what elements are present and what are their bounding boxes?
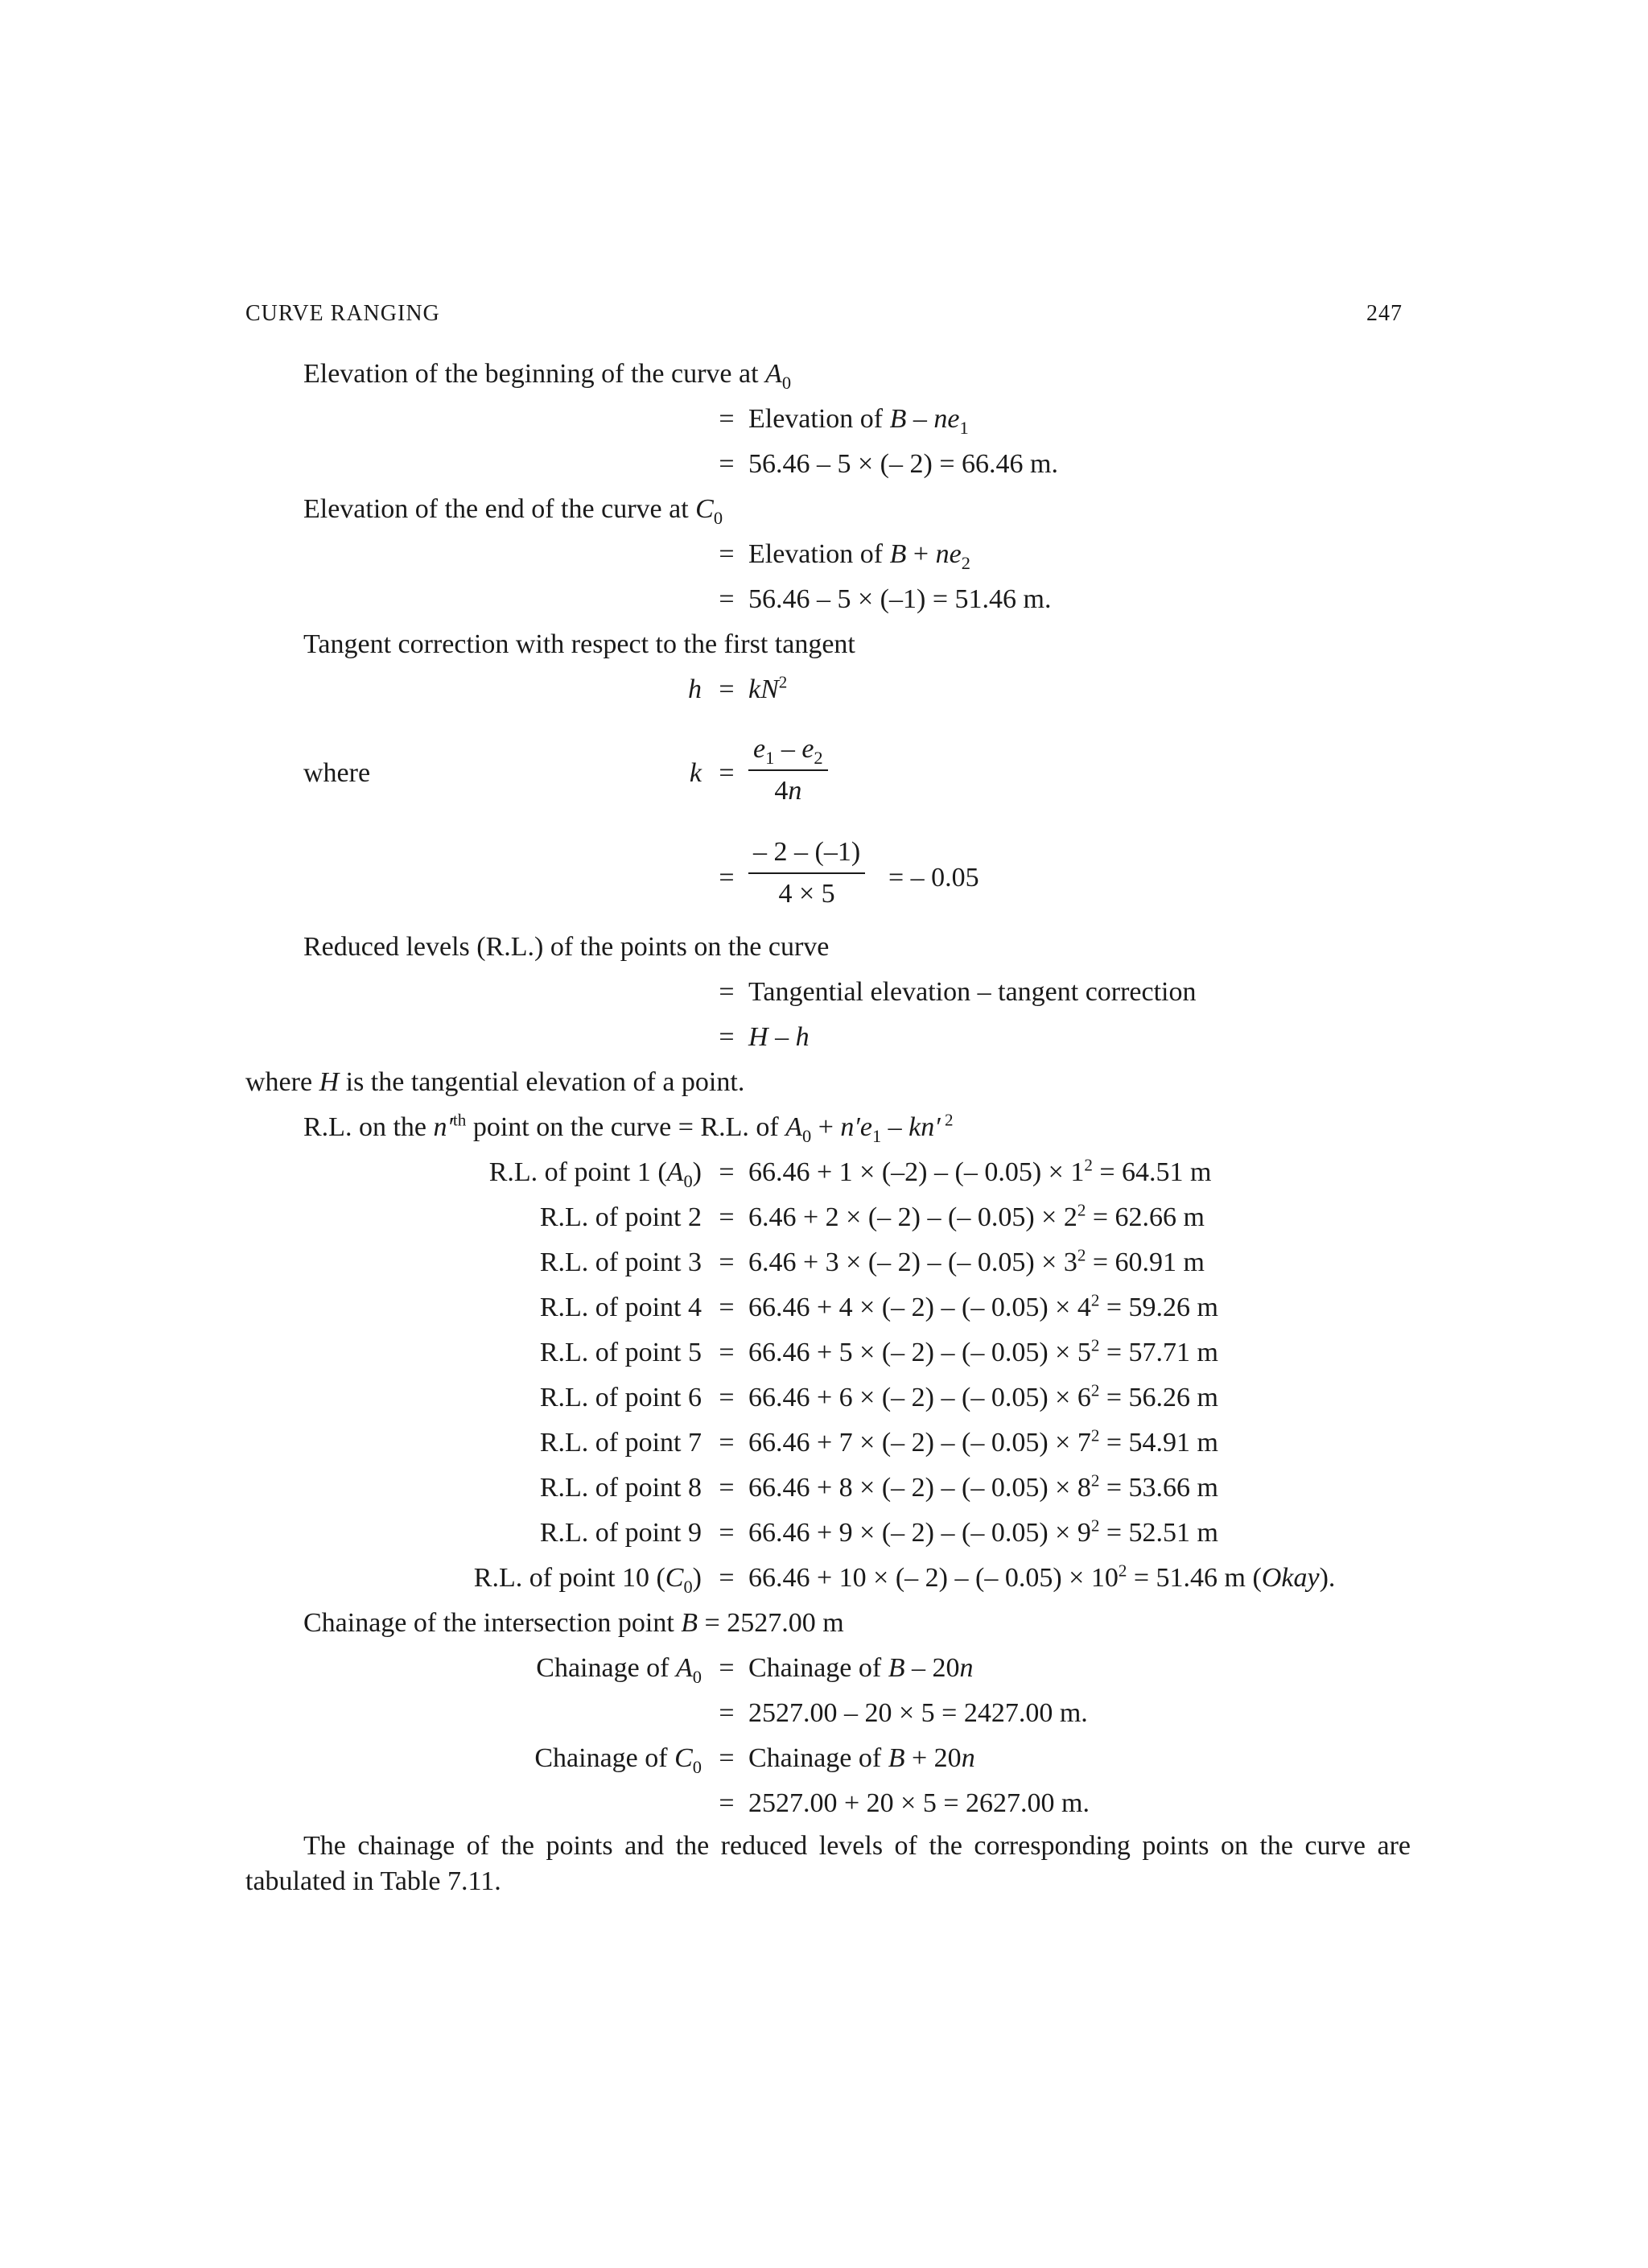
reduced-levels-intro: Reduced levels (R.L.) of the points on the curve <box>303 932 830 962</box>
equals-sign: = <box>719 1473 735 1503</box>
equals-sign: = <box>719 1338 735 1367</box>
equals-sign: = <box>719 539 735 569</box>
rl-point-label: R.L. of point 1 $(A_0)$ <box>488 1157 702 1191</box>
rl-point-label: R.L. of point 3 <box>539 1247 702 1277</box>
equals-sign: = <box>719 584 735 614</box>
where-label: where <box>303 758 371 788</box>
h-formula: $kN^2$ <box>748 672 788 704</box>
rl-point-label: R.L. of point 10 $(C_0)$ <box>473 1563 702 1597</box>
tangent-correction-intro: Tangent correction with respect to the first tangent <box>303 629 855 659</box>
general-rl-formula: R.L. on the $n'^{th}$ point on the curve = R.L. of $A_0 + n'e_1 - kn'$ $^2$ <box>303 1110 954 1146</box>
rl-point-label: R.L. of point 4 <box>539 1293 702 1322</box>
elevation-c0-intro: Elevation of the end of the curve at $C_0$ <box>303 494 723 528</box>
elevation-a0-step1: Elevation of B – $ne_1$ <box>748 404 969 438</box>
k-symbol: k <box>689 758 702 788</box>
reduced-levels-step1: Tangential elevation – tangent correction <box>748 977 1197 1007</box>
equals-sign: = <box>719 1202 735 1232</box>
rl-point-label: R.L. of point 6 <box>539 1383 702 1412</box>
equals-sign: = <box>719 1698 735 1728</box>
rl-point-expression: 6.46 + 3 × (– 2) – (– $0.05) \times 3^2 = 60.91$ m <box>748 1245 1205 1277</box>
equals-sign: = <box>719 1788 735 1818</box>
rl-point-expression: 66.46 + 6 × (– 2) – (– $0.05) \times 6^2 = 56.26$ m <box>748 1380 1218 1412</box>
equals-sign: = <box>719 1247 735 1277</box>
rl-point-label: R.L. of point 2 <box>539 1202 702 1232</box>
reduced-levels-step2: H – h <box>748 1022 810 1052</box>
equals-sign: = <box>719 404 735 434</box>
running-head-title: CURVE RANGING <box>245 301 440 326</box>
chainage-a0-step1: Chainage of B – 20n <box>748 1653 974 1683</box>
equals-sign: = <box>719 1518 735 1548</box>
rl-point-expression: 66.46 + 4 × (– 2) – (– $0.05) \times 4^2 = 59.26$ m <box>748 1290 1218 1322</box>
closing-paragraph: The chainage of the points and the reduced levels of the corresponding points on the curve are tabulated in Table 7.11. <box>245 1831 1411 1896</box>
rl-point-expression: 66.46 + 8 × (– 2) – (– $0.05) \times 8^2 = 53.66$ m <box>748 1470 1218 1503</box>
equals-sign: = <box>719 1383 735 1412</box>
elevation-c0-step2: 56.46 – 5 × (–1) = 51.46 m. <box>748 584 1052 614</box>
equals-sign: = <box>719 1653 735 1683</box>
rl-point-expression: 6.46 + 2 × (– 2) – (– $0.05) \times 2^2 = 62.66$ m <box>748 1200 1205 1232</box>
elevation-c0-step1: Elevation of $B + ne_2$ <box>748 539 970 573</box>
k-fraction <box>748 734 828 806</box>
rl-point-expression: 66.46 + 1 × (–2) – (– $0.05) \times 1^2 = 64.51$ m <box>748 1155 1212 1187</box>
chainage-a0-label: Chainage of $A_0$ <box>536 1653 702 1687</box>
equals-sign: = <box>719 977 735 1007</box>
equals-sign: = <box>719 863 735 893</box>
equals-sign: = <box>719 1157 735 1187</box>
equals-sign: = <box>719 1293 735 1322</box>
chainage-c0-step2: 2527.00 + 20 × 5 = 2627.00 m. <box>748 1788 1090 1818</box>
chainage-intersection: Chainage of the intersection point B = 2527.00 m <box>303 1608 844 1638</box>
equals-sign: = <box>719 1428 735 1458</box>
chainage-c0-step1: Chainage of B + 20n <box>748 1743 975 1773</box>
rl-point-expression: 66.46 + 5 × (– 2) – (– $0.05) \times 5^2 = 57.71$ m <box>748 1335 1218 1367</box>
rl-point-expression: 66.46 + 7 × (– 2) – (– $0.05) \times 7^2 = 54.91$ m <box>748 1425 1218 1458</box>
rl-point-label: R.L. of point 8 <box>539 1473 702 1503</box>
h-symbol: h <box>688 674 702 704</box>
equals-sign: = <box>719 674 735 704</box>
k-numerator: $e_1 - e_2$ <box>753 734 823 768</box>
k-value-fraction <box>748 837 865 909</box>
page-number: 247 <box>1366 301 1403 326</box>
rl-point-expression: 66.46 + 10 × (– 2) – (– $0.05) \times 10^2 = 51.46$ m (Okay). <box>748 1561 1336 1593</box>
rl-point-label: R.L. of point 5 <box>539 1338 702 1367</box>
k-value-numerator: – 2 – (–1) <box>753 837 861 867</box>
k-denominator: 4n <box>748 769 828 806</box>
k-value-denominator: 4 × 5 <box>748 872 865 909</box>
equals-sign: = <box>719 1743 735 1773</box>
k-value-result: = – 0.05 <box>888 863 979 893</box>
equals-sign: = <box>719 1022 735 1052</box>
chainage-a0-step2: 2527.00 – 20 × 5 = 2427.00 m. <box>748 1698 1088 1728</box>
equals-sign: = <box>719 758 735 788</box>
where-h-definition: where H is the tangential elevation of a point. <box>245 1067 745 1097</box>
elevation-a0-step2: 56.46 – 5 × (– 2) = 66.46 m. <box>748 449 1058 479</box>
rl-point-expression: 66.46 + 9 × (– 2) – (– $0.05) \times 9^2 = 52.51$ m <box>748 1515 1218 1548</box>
chainage-c0-label: Chainage of $C_0$ <box>534 1743 702 1777</box>
rl-point-label: R.L. of point 9 <box>539 1518 702 1548</box>
equals-sign: = <box>719 1563 735 1593</box>
equals-sign: = <box>719 449 735 479</box>
elevation-a0-intro: Elevation of the beginning of the curve at $A_0$ <box>303 359 792 393</box>
rl-point-label: R.L. of point 7 <box>539 1428 702 1458</box>
